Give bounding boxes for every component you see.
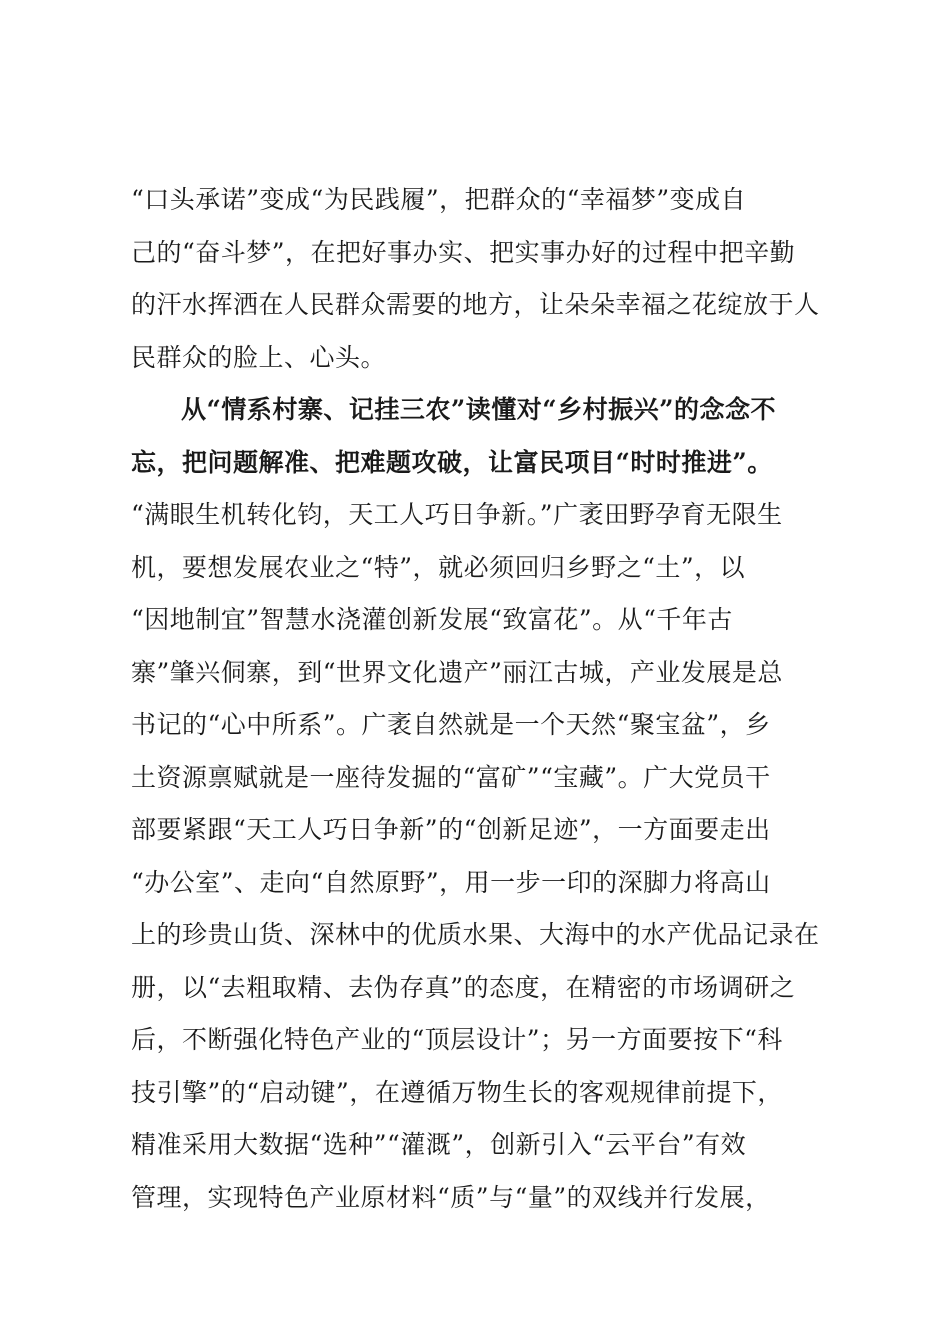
text-line: “口头承诺”变成“为民践履”，把群众的“幸福梦”变成自 [131, 185, 747, 214]
text-line: “办公室”、走向“自然原野”，用一步一印的深脚力将高山 [131, 867, 771, 897]
text-line: 寨”肇兴侗寨，到“世界文化遗产”丽江古城，产业发展是总 [131, 657, 783, 687]
heading-line: 忘，把问题解准、把难题攻破，让富民项目“时时推进”。 [131, 447, 773, 477]
document-body [131, 174, 831, 1224]
text-line: 技引擎”的“启动键”，在遵循万物生长的客观规律前提下， [131, 1077, 783, 1107]
text-line: 精准采用大数据“选种”“灌溉”，创新引入“云平台”有效 [131, 1130, 747, 1159]
text-line: 土资源禀赋就是一座待发掘的“富矿”“宝藏”。广大党员干 [131, 762, 771, 792]
text-line: 书记的“心中所系”。广袤自然就是一个天然“聚宝盆”，乡 [131, 710, 771, 739]
text-line: “因地制宜”智慧水浇灌创新发展“致富花”。从“千年古 [131, 605, 733, 634]
text-line: 己的“奋斗梦”，在把好事办实、把实事办好的过程中把辛勤 [131, 237, 796, 267]
text-line: “满眼生机转化钧，天工人巧日争新。”广袤田野孕育无限生 [131, 500, 783, 529]
text-line: 管理，实现特色产业原材料“质”与“量”的双线并行发展， [131, 1182, 771, 1212]
text-line: 的汗水挥洒在人民群众需要的地方，让朵朵幸福之花绽放于人 [131, 290, 820, 319]
text-line: 部要紧跟“天工人巧日争新”的“创新足迹”，一方面要走出 [131, 815, 771, 844]
text-line: 册，以“去粗取精、去伪存真”的态度，在精密的市场调研之 [131, 972, 796, 1002]
text-line: 后，不断强化特色产业的“顶层设计”；另一方面要按下“科 [131, 1025, 783, 1054]
text-line: 上的珍贵山货、深林中的优质水果、大海中的水产优品记录在 [131, 920, 820, 949]
heading-line: 从“情系村寨、记挂三农”读懂对“乡村振兴”的念念不 [181, 395, 777, 424]
text-line: 民群众的脸上、心头。 [131, 342, 387, 372]
text-line: 机，要想发展农业之“特”，就必须回归乡野之“土”，以 [131, 552, 746, 582]
